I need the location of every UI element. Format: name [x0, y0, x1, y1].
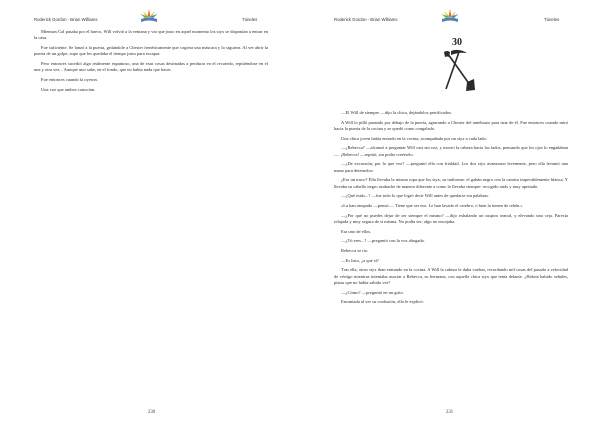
- paragraph: Tras ella, otros styx iban entrando en la cocina. A Will la cabeza le daba vueltas, recordando mil cosas del pasado a velocidad de vértigo mientras intentaba asociar a Rebecca, su hermana, con aquella chica styx que tenía delante. ¿Habría habido señales, pistas que no había sabido ver?: [334, 267, 568, 286]
- paragraph: Encantada al ver su confusión, ella le explicó:: [341, 299, 424, 305]
- paragraph: —¿Tú eres...? —preguntó con la voz ahogada.: [341, 238, 425, 244]
- right-page: [300, 0, 600, 424]
- right-body-text: [334, 110, 568, 309]
- paragraph: Una voz que ambos conocían.: [41, 86, 96, 92]
- paragraph: —¿Qué estás...? —fue todo lo que logró decir Will antes de quedarse sin palabras.: [341, 193, 490, 199]
- paragraph: Pero entonces sucedió algo realmente espantoso, una de esas cosas destinadas a perdurar en el recuerdo, repitiéndose en el una y otra vez... Aunque uno sabe, en el fondo, que no había nada que hacer.: [34, 60, 268, 73]
- header-author: Roderick Gordon - Brian Williams: [34, 17, 98, 22]
- paragraph: ¿Era un truco? Ella llevaba la misma ropa que los styx, su uniforme: el gabán negro con la camisa impecablemente blanca. Y llevaba su cabello negro azabache de manera diferente a como lo llevaba siempre: recogido atrás y muy apretado.: [334, 177, 568, 189]
- page-number-right: 231: [446, 410, 454, 415]
- paragraph: Mientras Cal pasaba por el hueco, Will volvió a la ventana y vio que justo en aquel momento los styx se disponían a entrar en la casa.: [34, 29, 268, 41]
- crossed-pickaxe-shovel-icon: [438, 49, 478, 93]
- paragraph: Fue entonces cuando la oyeron.: [41, 76, 98, 82]
- chapter-number: 30: [452, 37, 462, 48]
- page-number-left: 230: [148, 410, 156, 415]
- book-logo-icon: [440, 8, 460, 24]
- paragraph: —¿De excursión, por lo que veo? —preguntó ella con frialdad. Los dos styx avanzaron levemente, pero ella levantó una mano para detenerlos.: [334, 161, 568, 173]
- paragraph: Era uno de ellos.: [341, 228, 372, 234]
- header-title: Túneles: [242, 17, 258, 22]
- header-title: Túneles: [544, 17, 560, 22]
- paragraph: Una chica joven había entrado en la cocina, acompañada por un styx a cada lado.: [341, 135, 487, 141]
- paragraph: «La han atrapado —pensó—. Tiene que ser eso. Le han lavado el cerebro, o bien la tienen de rehén.»: [341, 203, 523, 208]
- header-author: Roderick Gordon - Brian Williams: [334, 17, 398, 22]
- paragraph: Rebecca se rio.: [341, 248, 369, 254]
- paragraph: —Es listo, ¿a que sí?: [341, 257, 379, 263]
- paragraph: Fue suficiente. Se lanzó a la puerta, gritándole a Chester frenéticamente que cogiera una máscara y lo siguiera. Al ver abrir la puerta de un golpe, supo que les quedaba el tiempo justo para escapar.: [34, 44, 268, 57]
- paragraph: —El Will de siempre —dijo la chica, dejándolos petrificados.: [341, 110, 452, 115]
- paragraph: —¿Cómo? —preguntó en un grito.: [341, 289, 404, 295]
- left-body-text: [34, 29, 268, 96]
- book-logo-icon: [139, 8, 159, 24]
- paragraph: —¿Rebecca? —alcanzó a preguntar Will casi sin voz, y movió la cabeza hacia los lados, pensando que los ojos lo engañaban—. ¡Rebecca! —repitió, sin poder creérselo.: [334, 145, 568, 157]
- paragraph: A Will lo pilló pasando por debajo de la puerta, agarrando a Chester del antebrazo para tirar de él. Fue entonces cuando miró hacia la puerta de la cocina y se quedó como congelado.: [334, 119, 568, 131]
- paragraph: —¿Por qué no puedes dejar de ser siempre el mismo? —dijo exhalando un suspiro teatral, y elevando una ceja. Parecía relajada y muy segura de sí misma. No podía ser; algo no encajaba.: [334, 212, 568, 224]
